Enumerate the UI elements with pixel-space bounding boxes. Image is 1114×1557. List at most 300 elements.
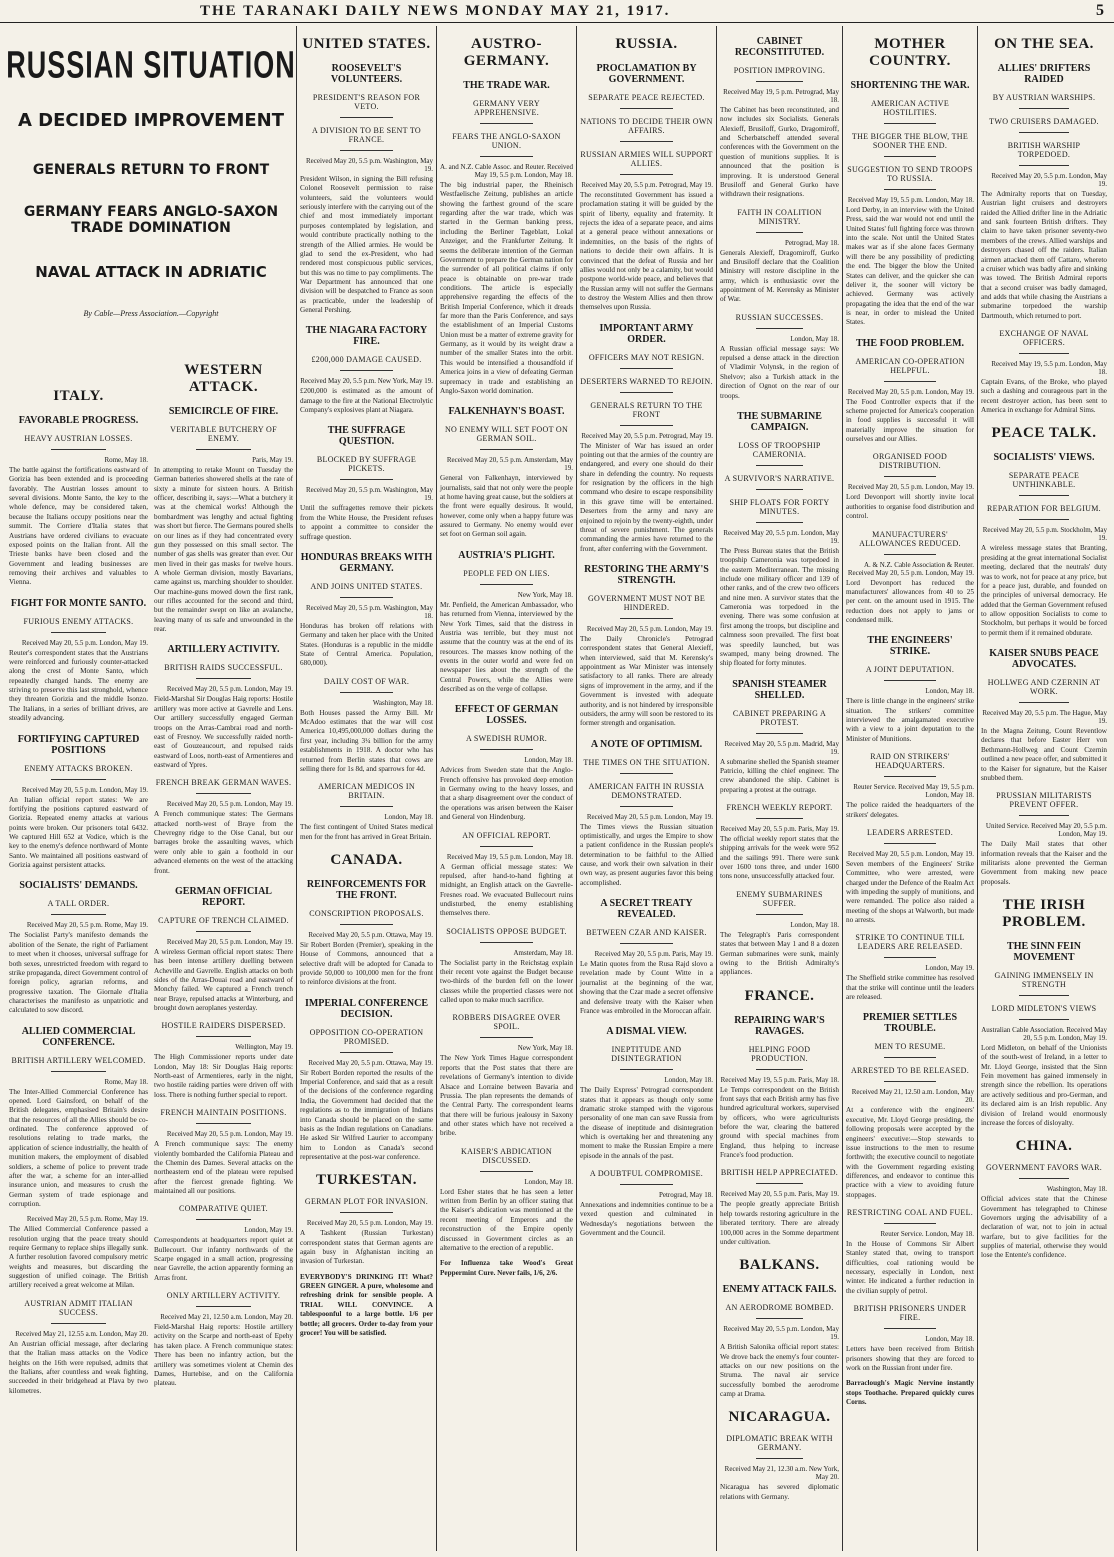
masthead-title: THE TARANAKI DAILY NEWS MONDAY MAY 21, 1917. [200, 3, 671, 19]
article-text: At a conference with the engineers' executive, Mr. Lloyd George presiding, the following proposals were accepted by the engineers' executive:—Stop stewards to issue instructions to the men to resume forthwith; the executive council to negotiate with the Government regarding existing differences, and endeavor to continue this practice with a view to avoiding future stoppages. [846, 1106, 974, 1199]
article-text: Field-Marshal Haig reports: Hostile artillery activity on the Scarpe and north-east of Epehy has taken place. A French communique states: There has been no infantry action, but the artillery was sometimes violent at Chemin des Dames, Hurtebise, and on the California plateau. [154, 1323, 293, 1388]
section-rule [340, 1212, 393, 1213]
section-kicker: THE BIGGER THE BLOW, THE SOONER THE END. [851, 132, 969, 150]
section-rule [340, 479, 393, 480]
section-rule [480, 449, 533, 450]
dateline: Received May 19, 5 p.m. Petrograd, May 18. [723, 88, 839, 104]
article-text: The Daily Mail states that other information reveals that the Kaiser and the militarists alone prevented the German Government from making new peace proposals. [981, 840, 1107, 886]
section-kicker: AMERICAN MEDICOS IN BRITAIN. [318, 782, 415, 801]
section-rule [756, 465, 804, 466]
col8-sections [981, 36, 1107, 1261]
dateline: Washington, May 18. [372, 698, 433, 707]
masthead [0, 0, 1114, 23]
section-rule [196, 678, 252, 679]
section-kicker: A TALL ORDER. [47, 899, 110, 909]
section-rule [1019, 108, 1069, 109]
article-text: Lord Derby, in an interview with the United Press, said the war would not end until the United States' full fighting force was thrown into the scale. Not until the United States makes war as if she alone faces Germany will there be any possibility of predicting the end. The bigger the blow the United States can deliver, and the quicker she can deliver it, the sooner will victory be achieved. Germany was actively propagating the idea that the end of the war is near, in order to mislead the United States. [846, 206, 974, 327]
dateline: London, May 19. [244, 1226, 293, 1235]
section-subheading: ALLIED COMMERCIAL CONFERENCE. [21, 1025, 136, 1048]
dateline: Received May 20, 5.5 p.m. London, May 19. [723, 1325, 839, 1342]
section-rule [196, 1306, 252, 1307]
section-rule [884, 123, 935, 124]
section-rule [884, 554, 935, 555]
section-subheading: SEMICIRCLE OF FIRE. [168, 406, 279, 417]
article-text: Official advices state that the Chinese Government has telegraphed to Chinese Governors urging the advisability of a declaration of war, not to join in actual warfare, but to give facilities for the supplies of material, otherwise they would lose the Entente's confidence. [981, 1195, 1107, 1260]
section-rule [480, 123, 533, 124]
lede-headline-3: GENERALS RETURN TO FRONT [32, 161, 270, 178]
article-text: Captain Evans, of the Broke, who played such a dashing and courageous part in the recent destroyer action, has been sent to America in exchange for Admiral Sims. [981, 378, 1107, 415]
section-kicker: AUSTRIAN ADMIT ITALIAN SUCCESS. [24, 1298, 133, 1317]
article-text: The Minister of War has issued an order pointing out that the armies of the country are endangered, and every one should do their share in defending the country. No requests for resignation by the officers in the high command who desire to escape responsibility in this grave time will be entertained. Deserters from the army and navy are enjoined to rejoin by the twenty-eighth, under threat of severe punishment. The generals commanding the armies have returned to the front, after conferring with the Government. [580, 441, 713, 553]
page-number: 5 [1096, 2, 1104, 19]
section-subheading: RESTORING THE ARMY'S STRENGTH. [584, 563, 709, 586]
section-kicker: FEARS THE ANGLO-SAXON UNION. [452, 132, 561, 150]
dateline: Reuter Service. Received May 19, 5.5 p.m. London, May 18. [853, 783, 974, 800]
article-text: The Cabinet has been reconstituted, and now includes six Socialists. Generals Alexieff, Brusiloff, Gurko, Dragomiroff, and Scherbatscheff attended several conferences with the Government on the question of munitions supplies. It is announced that the position is improving. It is understood General Brusiloff and General Gurko have withdrawn their resignations. [720, 106, 839, 199]
section-kicker: PRESIDENT'S REASON FOR VETO. [312, 93, 421, 111]
dateline: Received May 20, 5.5 p.m. London, May 19. [166, 1130, 293, 1139]
section-rule [480, 156, 533, 157]
section-kicker: PRUSSIAN MILITARISTS PREVENT OFFER. [996, 791, 1092, 810]
section-heading: NICARAGUA. [728, 1409, 831, 1426]
article-text: The Times views the Russian situation optimistically, and urges the Empire to show a patient confidence in the Russian people's determination to be faithful to the Allied cause, and work their own salvation in their own way, as present auguries favor this being accomplished. [580, 822, 713, 887]
article-text: The reconstituted Government has issued a proclamation stating it will be guided by the spirit of liberty, equality and fraternity. It rejects the idea of a separate peace, and aims at a general peace without annexations or indemnities, on the basis of the rights of nations to decide their own affairs. It is convinced that the defeat of Russia and her allies would not only be a calamity, but would postpone world-wide peace, and believes that the Russian army will not suffer the Germans to destroy the Western Allies and then throw themselves upon Russia. [580, 191, 713, 312]
article-text: In the Magna Zeitung, Count Reventlow declares that before Easter Herr von Bethmann-Hollweg and Count Czernin outlined a new peace offer, and submitted it to the Kaiser for signature, but the Kaiser snubbed them. [981, 727, 1107, 782]
dateline: United Service. Received May 20, 5.5 p.m. London, May 19. [985, 822, 1107, 839]
col4-sections [440, 36, 573, 1253]
article-text: The High Commissioner reports under date London, May 18: Sir Douglas Haig reports: North-east of Armentieres, early in the night, two hostile raiding parties were driven off with loss. There is nothing further special to report. [154, 1053, 293, 1099]
dateline: Reuter Service. London, May 18. [880, 1230, 974, 1239]
section-kicker: MEN TO RESUME. [874, 1042, 946, 1052]
article-text: £200,000 is estimated as the amount of damage to the fire at the National Electrolytic Company's explosives plant at Niagara. [300, 387, 433, 415]
section-rule [884, 957, 935, 958]
article-text: Until the suffragettes remove their pickets from the White House, the President refuses to appoint a committee to consider the suffrage question. [300, 504, 433, 541]
section-rule [756, 328, 804, 329]
section-kicker: TWO CRUISERS DAMAGED. [989, 117, 1099, 126]
article-text: An Italian official report states: We are fortifying the positions captured eastward of Gorizia. Repeated enemy attacks at various points were broken. Our prisoners total 6432. We captured Hill 652 at Vodice, which is the key to the enemy's defence northward of Monte Santo. We maintained all positions eastward of Gorizia against persistent attacks. [9, 795, 148, 870]
article-text: A wireless German official report states: There has been intense artillery duelling between Acheville and Gavrelle. English attacks on both sides of the Arras-Douai road and eastward of Monchy failed. We captured a French trench near Braye, repulsed attacks at Winterburg, and brought down aeroplanes yesterday. [154, 947, 293, 1013]
section-subheading: A NOTE OF OPTIMISM. [590, 738, 703, 750]
col7-advert: Barraclough's Magic Nervine instantly stops Toothache. Prepared quickly cures Corns. [846, 1379, 974, 1406]
article-text: A Russian official message says: We repulsed a dense attack in the direction of Vladimir Volynsk, in the region of Shelvov; also a Turkish attack in the direction of Ognot on the rear of our troops. [720, 344, 839, 400]
section-subheading: THE FOOD PROBLEM. [855, 337, 965, 349]
article-text: The people greatly appreciate British help towards restoring agriculture in the liberated territory. There are already 100,000 acres in the Somme department under cultivation. [720, 1200, 839, 1246]
section-kicker: A JOINT DEPUTATION. [865, 665, 955, 675]
section-subheading: SPANISH STEAMER SHELLED. [732, 678, 827, 701]
section-kicker: FRENCH WEEKLY REPORT. [726, 803, 833, 813]
section-kicker: A SURVIVOR'S NARRATIVE. [724, 473, 835, 483]
section-rule [756, 522, 804, 523]
article-text: Le Matin quotes from the Rusa Rajd slovo a revelation made by Count Witte in a journalist at the beginning of the war, showing that the Czar made a secret offensive and defensive treaty with the Kaiser when France was embroiled in the Moroccan affair. [580, 960, 713, 1015]
section-kicker: DIPLOMATIC BREAK WITH GERMANY. [726, 1434, 833, 1453]
dateline: Received May 20, 5.5 p.m. Paris, May 19. [720, 1190, 839, 1199]
article-text: Seven members of the Engineers' Strike Committee, who were arrested, were charged under the Defence of the Realm Act with impeding the supply of munitions, and were remanded. The police also raided a meeting of the shops at Walworth, but made no arrests. [846, 859, 974, 925]
section-subheading: HONDURAS BREAKS WITH GERMANY. [300, 551, 433, 574]
dateline: Received May 20, 5.5 p.m. Ottawa, May 19. [308, 930, 433, 939]
section-kicker: DAILY COST OF WAR. [323, 676, 410, 686]
section-rule [340, 150, 393, 151]
section-rule [884, 843, 935, 844]
section-kicker: ROBBERS DISAGREE OVER SPOIL. [452, 1013, 561, 1032]
article-text: Advices from Sweden state that the Anglo-French offensive has provoked deep emotion in Germany owing to the heavy losses, and that a sharp disagreement over the conduct of the operations was arisen between the Kaiser and General von Hindenburg. [440, 766, 573, 822]
section-kicker: COMPARATIVE QUIET. [179, 1204, 268, 1214]
dateline: New York, May 18. [517, 1044, 573, 1053]
column-6 [716, 26, 842, 1551]
section-kicker: GOVERNMENT MUST NOT BE HINDERED. [587, 593, 706, 612]
section-subheading: SHORTENING THE WAR. [850, 80, 970, 91]
section-rule [756, 914, 804, 915]
article-text: Lord Midleton, on behalf of the Unionists of the south-west of Ireland, in a letter to Mr. Lloyd George, insisted that the Sinn Fein movement has gained immensely in strength since the rebellion. Its operations are actively seditious and pro-German, and its declared aim is an Irish republic. Any division of Ireland would enormously increase the forces of disloyalty. [981, 1044, 1107, 1127]
dateline: Received May 20, 5.5 p.m. Rome, May 19. [26, 1215, 148, 1224]
dateline: London, May 18. [925, 1335, 974, 1344]
section-subheading: SOCIALISTS' DEMANDS. [19, 880, 138, 892]
section-rule [756, 1318, 804, 1319]
section-kicker: POSITION IMPROVING. [733, 66, 826, 75]
section-kicker: GENERALS RETURN TO THE FRONT [590, 400, 703, 419]
dateline: Amsterdam, May 18. [513, 948, 573, 957]
section-kicker: OPPOSITION CO-OPERATION PROMISED. [309, 1027, 424, 1046]
dateline: Received May 21, 12.50 a.m. London, May 20. [160, 1313, 293, 1322]
section-kicker: SHIP FLOATS FOR FORTY MINUTES. [729, 497, 830, 516]
section-subheading: IMPORTANT ARMY ORDER. [599, 322, 694, 345]
section-rule [620, 108, 673, 109]
section-kicker: RUSSIAN ARMIES WILL SUPPORT ALLIES. [580, 150, 713, 168]
section-kicker: BRITISH RAIDS SUCCESSFUL. [164, 663, 283, 673]
section-heading: BALKANS. [739, 1257, 820, 1274]
col4-advert: For Influenza take Wood's Great Peppermint Cure. Never fails, 1/6, 2/6. [440, 1259, 573, 1277]
column-4 [436, 26, 576, 1551]
article-text: Generals Alexieff, Dragomiroff, Gurko and Brusiloff declare that the Coalition Ministry will restore discipline in the army, which is enthusiastic over the appointment of M. Kerensky as Minister of War. [720, 248, 839, 304]
section-kicker: AND JOINS UNITED STATES. [310, 581, 423, 591]
dateline: Received May 20, 5.5 p.m. Paris, May 19. [594, 950, 713, 959]
section-kicker: A DOUBTFUL COMPROMISE. [589, 1169, 704, 1179]
dateline: Received May 20, 5.5 p.m. Washington, May 19. [305, 157, 433, 173]
section-kicker: CABINET PREPARING A PROTEST. [732, 708, 827, 727]
section-rule [620, 174, 673, 175]
article-text: There is little change in the engineers' strike situation. The strikers' committee interviewed the amalgamated executive with a view to a joint deputation to the Minister of Munitions. [846, 697, 974, 743]
dateline: Washington, May 18. [1046, 1185, 1107, 1194]
section-rule [756, 489, 804, 490]
section-subheading: KAISER SNUBS PEACE ADVOCATES. [989, 648, 1099, 671]
article-text: Sir Robert Borden (Premier), speaking in the House of Commons, announced that a selective draft will be adopted for Canada to provide 50,000 to 100,000 men for the front to reinforce divisions at the front. [300, 940, 433, 987]
dateline: Rome, May 18. [104, 1077, 148, 1086]
dateline: Petrograd, May 18. [784, 238, 839, 247]
section-kicker: A DIVISION TO BE SENT TO FRANCE. [312, 126, 421, 144]
dateline: Paris, May 19. [252, 456, 293, 464]
section-rule [620, 773, 673, 774]
article-text: The Press Bureau states that the British troopship Cameronia was torpedoed in the eastern Mediterranean. The missing include one military officer and 139 of other ranks, and of the crew two officers and nine men. A survivor states that the Cameronia was torpedoed in the evening. There was some confusion at first among the troops, but discipline and calmness soon prevailed. The first boat was speedily launched, but was swamped, many being drowned. The ship floated for forty minutes. [720, 546, 839, 668]
article-text: A submarine shelled the Spanish steamer Patricio, killing the chief engineer. The crew abandoned the ship. Cabinet is preparing a protest at the outrage. [720, 757, 839, 794]
lede-headline-2: A DECIDED IMPROVEMENT [17, 110, 285, 132]
article-text: The official weekly report states that the shipping arrivals for the week were 952 and the sailings 991. There were sunk over 1600 tons three, and under 1600 tons none, unsuccessfully attacked four. [720, 835, 839, 881]
section-subheading: FALKENHAYN'S BOAST. [448, 406, 565, 418]
section-kicker: CONSCRIPTION PROPOSALS. [309, 908, 424, 918]
col5-sections [580, 36, 713, 1239]
section-kicker: BRITISH PRISONERS UNDER FIRE. [853, 1304, 967, 1323]
dateline: London, May 18. [524, 756, 573, 765]
section-kicker: LORD MIDLETON'S VIEWS [991, 1004, 1097, 1014]
dateline: London, May 18. [664, 1076, 713, 1085]
section-kicker: £200,000 DAMAGE CAUSED. [311, 355, 422, 365]
article-text: The big industrial paper, the Rheinisch Westfaelische Zeitung, publishes an article showing the farthest ground of the scare regarding after the war trade, which was started in the German banking press, including the Berliner Tageblatt, Lokal Anzeiger, and the Frankfurter Zeitung. It seems the deliberate intention of the German Government to prepare the German nation for the surrender of all political claims if only peace is obtainable on pre-war trade conditions. The article is especially apprehensive regarding the effects of the British Imperial Conference, which it dreads far more than the Paris Conference, and says the establishment of an Imperial Customs Union must be a matter of extreme gravity for Germany, as it would by its weight draw a number of the smaller States into the orbit. This would be intensified a thousandfold if America joins in a view of defeating German supremacy in trade and establishing an Anglo-Saxon world domination. [440, 181, 573, 395]
section-rule [51, 1323, 107, 1324]
article-text: Correspondents at headquarters report quiet at Bullecourt. Our infantry northwards of the Scarpe engaged in a small action, progressing near Gavrelle, the action apparently forming an Arras front. [154, 1236, 293, 1282]
section-subheading: GERMAN OFFICIAL REPORT. [175, 885, 272, 908]
dateline: Received May 20, 5.5 p.m. Washington, May 18. [305, 603, 433, 620]
section-kicker: PEOPLE FED ON LIES. [463, 568, 550, 578]
section-kicker: MANUFACTURERS' ALLOWANCES REDUCED. [859, 529, 961, 548]
article-text: In the House of Commons Sir Albert Stanley stated that, owing to transport difficulties, coal rationing would be necessary, especially in London, next winter. He indicated a further reduction in the civilian supply of petrol. [846, 1240, 974, 1295]
section-rule [620, 1069, 673, 1070]
section-rule [620, 392, 673, 393]
section-subheading: FORTIFYING CAPTURED POSITIONS [17, 733, 140, 756]
dateline: Received May 21, 12.55 a.m. London, May 20. [15, 1329, 148, 1338]
article-text: A British Salonika official report states: We drove back the enemy's four counter-attacks on our new positions on the Struma. The naval air service successfully bombed the aerodrome camp at Drama. [720, 1343, 839, 1399]
section-subheading: THE ENGINEERS' STRIKE. [867, 635, 953, 658]
section-kicker: GERMANY VERY APPREHENSIVE. [473, 99, 540, 117]
section-kicker: STRIKE TO CONTINUE TILL LEADERS ARE RELEASED. [855, 933, 965, 952]
dateline: Received May 20, 5.5 p.m. Paris, May 19. [720, 825, 839, 834]
section-rule [196, 449, 252, 450]
article-text: Honduras has broken off relations with Germany and taken her place with the United States. (Honduras is a republic in the middle State of Central America. Population, 680,000). [300, 621, 433, 668]
section-rule [51, 632, 107, 633]
dateline: Received May 20, 5.5 p.m. The Hague, May 19. [982, 709, 1107, 726]
section-subheading: FAVORABLE PROGRESS. [18, 415, 139, 426]
section-rule [884, 776, 935, 777]
section-rule [196, 793, 252, 794]
section-kicker: AN OFFICIAL REPORT. [462, 830, 551, 840]
column-8 [977, 26, 1110, 1551]
column-2 [151, 352, 296, 1551]
section-rule [340, 597, 393, 598]
section-rule [756, 733, 804, 734]
dateline: London, May 19. [925, 964, 974, 973]
section-heading: ON THE SEA. [994, 36, 1094, 52]
section-kicker: SEPARATE PEACE UNTHINKABLE. [1008, 471, 1080, 490]
column-3 [296, 26, 436, 1551]
section-kicker: ENEMY SUBMARINES SUFFER. [736, 889, 823, 908]
section-rule [884, 1328, 935, 1329]
section-rule [340, 806, 393, 807]
section-kicker: CAPTURE OF TRENCH CLAIMED. [158, 915, 289, 925]
dateline: Received May 20, 5.5 p.m. Rome, May 19. [26, 921, 148, 930]
section-subheading: THE SUFFRAGE QUESTION. [327, 425, 406, 448]
article-text: The Telegraph's Paris correspondent states that between May 1 and 8 a dozen German submarines were sunk, mainly owing to the British Admiralty's appliances. [720, 930, 839, 977]
section-kicker: DESERTERS WARNED TO REJOIN. [580, 376, 713, 386]
section-subheading: ALLIES' DRIFTERS RAIDED [997, 63, 1091, 85]
section-kicker: VERITABLE BUTCHERY OF ENEMY. [170, 425, 277, 443]
section-kicker: AMERICAN CO-OPERATION HELPFUL. [855, 356, 965, 375]
article-text: An Austrian official message, after declaring that the Italian mass attacks on the Vodice heights on the 16th were repulsed, admits that the Italians, after countless and weak fighting, succeeded in their bridgehead at Plava by two kilometres. [9, 1339, 148, 1395]
section-rule [1019, 815, 1069, 816]
section-rule [620, 943, 673, 944]
dateline: Received May 20, 5.5 p.m. New York, May 19. [300, 377, 433, 386]
section-kicker: A SWEDISH RUMOR. [465, 734, 548, 744]
section-kicker: SOCIALISTS OPPOSE BUDGET. [446, 926, 567, 936]
dateline: Received May 21, 12.50 a.m. London, May 20. [851, 1088, 974, 1105]
section-rule [1019, 353, 1069, 354]
section-rule [340, 370, 393, 371]
section-kicker: NATIONS TO DECIDE THEIR OWN AFFAIRS. [580, 117, 713, 135]
section-rule [756, 81, 804, 82]
section-kicker: SEPARATE PEACE REJECTED. [588, 93, 705, 102]
dateline: London, May 18. [790, 920, 839, 929]
section-subheading: ROOSEVELT'S VOLUNTEERS. [330, 63, 403, 85]
section-heading: TURKESTAN. [316, 1172, 417, 1189]
dateline: Rome, May 18. [104, 456, 148, 464]
section-rule [196, 1219, 252, 1220]
article-text: The Food Controller expects that if the scheme projected for America's cooperation in food supplies is successful it will materially improve the situation for ourselves and our Allies. [846, 397, 974, 444]
section-rule [1019, 165, 1069, 166]
dateline: New York, May 18. [517, 590, 573, 599]
section-heading: PEACE TALK. [991, 425, 1097, 442]
article-text: Lord Esher states that he has seen a letter written from Berlin by an officer stating that the Kaiser's abdication was mentioned at the recent meeting of Emperors and the reconstruction of the Empire openly discussed in Government circles as an alternative to the erection of a republic. [440, 1187, 573, 1252]
section-kicker: EXCHANGE OF NAVAL OFFICERS. [999, 329, 1089, 348]
section-kicker: KAISER'S ABDICATION DISCUSSED. [461, 1146, 552, 1165]
article-text: The battle against the fortifications eastward of Gorizia has been extended and is proceeding favorably. The Austrian losses amount to several divisions. Monte Santo, the key to the whole defence, may be considered taken, because the Italians occupy positions near the summit. The Corriere d'Italia states that Austrians have ordered civilians to evacuate exposed points on the Italian front. All the Trieste banks have been closed and the Government and leading businesses are removing their archives and valuables to Vienna. [9, 466, 148, 587]
section-kicker: BY AUSTRIAN WARSHIPS. [992, 93, 1096, 102]
article-text: Nicaragua has severed diplomatic relations with Germany. [720, 1483, 839, 1501]
section-subheading: THE SINN FEIN MOVEMENT [1007, 941, 1081, 964]
dateline: Received May 19, 5.5 p.m. London, May 18. [991, 360, 1107, 377]
article-text: Lord Devonport will shortly invite local authorities to organise food distribution and control. [846, 493, 974, 521]
section-subheading: REINFORCEMENTS FOR THE FRONT. [306, 878, 427, 901]
dateline: Received May 20, 5.5 p.m. London, May 19. [306, 1219, 433, 1228]
section-rule [756, 232, 804, 233]
section-subheading: ARTILLERY ACTIVITY. [167, 644, 280, 656]
dateline: A. & N.Z. Cable Association & Reuter. Received May 20, 5.5 p.m. London, May 19. [847, 560, 974, 577]
section-rule [620, 1184, 673, 1185]
section-subheading: SOCIALISTS' VIEWS. [993, 452, 1095, 464]
section-kicker: FAITH IN COALITION MINISTRY. [737, 207, 822, 226]
section-subheading: PREMIER SETTLES TROUBLE. [862, 1012, 958, 1035]
section-rule [1019, 132, 1069, 133]
article-text: The New York Times Hague correspondent reports that the Post states that there are revelations of Germany's intention to divide Alsace and Lorraine between Bavaria and Prussia. The plan represents the demands of the Central Party. The correspondent learns that there will be furious jealousy in Saxony and other states which have not received a bribe. [440, 1054, 573, 1138]
section-rule [480, 584, 533, 585]
dateline: London, May 18. [790, 334, 839, 343]
section-rule [884, 476, 935, 477]
article-text: A wireless message states that Branting, presiding at the great international Socialist meeting, declared that the neutrals' duty was to work, not for peace at any price, but for a peace just, durable, and founded on the principles of universal democracy. He added that the German Government refused to allow opposition Socialists to come to Stockholm, but perhaps it would be forced to permit them if it remained obdurate. [981, 544, 1107, 637]
section-rule [756, 1069, 804, 1070]
section-heading: AUSTRO-GERMANY. [463, 36, 550, 69]
section-kicker: GERMAN PLOT FOR INVASION. [304, 1197, 429, 1207]
dateline: Wellington, May 19. [235, 1043, 293, 1052]
dateline: Received May 20, 5.5 p.m. London, May 19. [586, 624, 713, 633]
section-kicker: RESTRICTING COAL AND FUEL. [846, 1208, 974, 1218]
article-text: A Tashkent (Russian Turkestan) correspondent states that German agents are again busy in Afghanistan inciting an invasion of Turkestan. [300, 1229, 433, 1266]
section-heading: ITALY. [53, 388, 104, 404]
section-kicker: ENEMY ATTACKS BROKEN. [24, 763, 133, 773]
dateline: Received May 20, 5.5 p.m. London, May 19. [723, 528, 839, 545]
section-subheading: THE TRADE WAR. [463, 80, 550, 91]
article-text: The Daily Chronicle's Petrograd correspondent states that General Alexieff, when interviewed, said that M. Kerensky's appointment as War Minister was intensely satisfactory to all ranks. There are already signs of improvement in the army, and if the Government is invested with adequate authority, and is not hindered by irresponsible outsiders, the army will soon be restored to its former strength and organisation. [580, 634, 713, 728]
col7-sections [846, 36, 974, 1373]
article-text: Lord Devonport has reduced the manufacturers' allowances from 40 to 25 per cent. on the amount used in 1915. The reduction does not apply to jams or condensed milk. [846, 578, 974, 624]
section-kicker: OFFICERS MAY NOT RESIGN. [588, 352, 705, 362]
section-kicker: BETWEEN CZAR AND KAISER. [586, 928, 707, 938]
section-kicker: HOSTILE RAIDERS DISPERSED. [161, 1021, 286, 1031]
section-subheading: THE SUBMARINE CAMPAIGN. [737, 410, 822, 433]
section-rule [884, 381, 935, 382]
section-rule [480, 1037, 533, 1038]
dateline: Received May 19, 5.5 p.m. London, May 18. [446, 852, 573, 861]
dateline: Received May 20, 5.5 p.m. Washington, May 19. [305, 486, 433, 503]
section-rule [620, 806, 673, 807]
section-rule [756, 1183, 804, 1184]
article-text: The Admiralty reports that on Tuesday, Austrian light cruisers and destroyers raided the Allied drifter line in the Adriatic and sank fourteen British drifters. They claim to have taken prisoner seventy-two members of the crews. Allied warships and destroyers chased off the raiders. Italian airmen attacked them off Cattaro, whereto a cruiser which was badly afire and sinking was towed. The British Admiral reports that a second cruiser was badly damaged, and adds that while chasing the Austrians a submarine torpedoed the warship Dartmouth, which returned to port. [981, 190, 1107, 320]
article-text: President Wilson, in signing the Bill refusing Colonel Roosevelt permission to raise volunteers, said the volunteers would seriously interfere with the carrying out of the chief and most immediately important purposes contemplated by legislation, and would contribute practically nothing to the strength of the Allied armies. He would be glad to send the ex-President, who had rendered most conspicuous public services, but this was no time to pay compliments. The War Department has announced that one division will be despatched to France as soon as practicable, under the leadership of General Pershing. [300, 175, 433, 315]
section-rule [51, 914, 107, 915]
dateline: Received May 20, 5.5 p.m. Madrid, May 19. [724, 739, 839, 756]
section-subheading: CABINET RECONSTITUTED. [734, 36, 825, 58]
section-rule [884, 156, 935, 157]
section-rule [884, 1223, 935, 1224]
section-kicker: BRITISH ARTILLERY WELCOMED. [11, 1055, 146, 1065]
section-rule [51, 449, 107, 450]
section-subheading: IMPERIAL CONFERENCE DECISION. [304, 997, 429, 1020]
dateline: Received May 20, 5.5 p.m. Amsterdam, May 19. [446, 456, 573, 473]
col3-sections [300, 36, 433, 1267]
article-text: Mr. Penfield, the American Ambassador, who has returned from Vienna, interviewed by the New York Times, said that the distress in Austria was terrible, but they must not assume that the country was at the end of its resources. The masses know nothing of the events in the outer world and were fed on newspaper lies about the strength of the Central Powers, while the Allies were described as on the verge of collapse. [440, 600, 573, 694]
col3-advert: EVERYBODY'S DRINKING IT! What? GREEN GINGER. A pure, wholesome and refreshing drink for sensible people. A TRIAL WILL CONVINCE. A tablespoonful to a large bottle. 1/6 per bottle; all grocers. Order to-day from your grocer! You will be satisfied. [300, 1272, 433, 1337]
dateline: Received May 20, 5.5 p.m. London, May 19. [847, 387, 974, 396]
article-text: The Socialist Party's manifesto demands the abolition of the Senate, the right of Parliament to meet when it chooses, universal suffrage for both sexes, unrestricted freedom with regard to strike propaganda, direct Government control of foreign policy, agrarian reforms, and progressive taxation. The Giornale d'Italia characterises the manifesto as unpatriotic and calculated to sow discord. [9, 931, 148, 1015]
article-text: A German official message states: We repulsed, after hand-to-hand fighting at midnight, an English attack on the Gavrelle-Fresnes road. We evacuated Bullecourt ruins undisturbed, the enemy establishing themselves there. [440, 862, 573, 918]
section-kicker: REPARATION FOR BELGIUM. [987, 504, 1101, 514]
section-kicker: RAID ON STRIKERS' HEADQUARTERS. [870, 752, 950, 771]
section-rule [884, 189, 935, 190]
section-kicker: BRITISH HELP APPRECIATED. [720, 1168, 839, 1178]
lede [6, 26, 296, 346]
dateline: Received May 20, 5.5 p.m. London, May 19. [847, 849, 974, 858]
section-rule [1019, 1178, 1069, 1179]
section-rule [884, 1057, 935, 1058]
lede-headline-1: RUSSIAN SITUATION [6, 43, 296, 86]
section-rule [340, 924, 393, 925]
article-text: The Inter-Allied Commercial Conference has opened. Lord Gainsford, on behalf of the British delegates, emphasised Britain's desire that the resources of all the Allies should be co-ordinated. The conference approved of resolutions relating to trade marks, the application of science industrially, the health of munition makers, the employment of disabled soldiers, a scheme of police to prevent trade after the war, a scheme for an inter-allied insurance union, and measures to crush the German system of trade espionage and corruption. [9, 1087, 148, 1208]
section-subheading: PROCLAMATION BY GOVERNMENT. [596, 63, 697, 85]
section-rule [620, 141, 673, 142]
section-rule [1019, 495, 1069, 496]
section-heading: CANADA. [330, 851, 403, 868]
dateline: A. and N.Z. Cable Assoc. and Reuter. Received May 19, 5.5 p.m. London, May 18. [440, 163, 573, 179]
section-rule [196, 1123, 252, 1124]
section-kicker: RUSSIAN SUCCESSES. [735, 312, 824, 322]
dateline: Received May 20, 5.5 p.m. London, May 19. [166, 937, 293, 946]
section-subheading: AUSTRIA'S PLIGHT. [458, 549, 555, 561]
section-rule [480, 942, 533, 943]
section-subheading: A DISMAL VIEW. [606, 1026, 687, 1038]
article-text: The Socialist party in the Reichstag explain their recent vote against the Budget because two-thirds of the burden fell on the lower classes while the propertied classes were not called upon to make much sacrifice. [440, 958, 573, 1005]
section-heading: THE IRISH PROBLEM. [1002, 897, 1086, 931]
section-rule [340, 692, 393, 693]
section-rule [196, 931, 252, 932]
section-kicker: HOLLWEG AND CZERNIN AT WORK. [987, 678, 1101, 697]
section-heading: MOTHER COUNTRY. [869, 36, 951, 69]
section-rule [1019, 519, 1069, 520]
section-kicker: THE TIMES ON THE SITUATION. [583, 757, 710, 767]
section-kicker: ORGANISED FOOD DISTRIBUTION. [872, 452, 948, 471]
dateline: Received May 20, 5.5 p.m. London, May 19. [847, 483, 974, 492]
section-rule [620, 425, 673, 426]
section-heading: RUSSIA. [615, 36, 678, 52]
section-subheading: ENEMY ATTACK FAILS. [722, 1284, 837, 1296]
section-rule [756, 818, 804, 819]
section-kicker: ARRESTED TO BE RELEASED. [850, 1066, 970, 1076]
col6-sections [720, 36, 839, 1502]
section-kicker: BLOCKED BY SUFFRAGE PICKETS. [316, 455, 417, 474]
section-heading: FRANCE. [744, 987, 815, 1004]
